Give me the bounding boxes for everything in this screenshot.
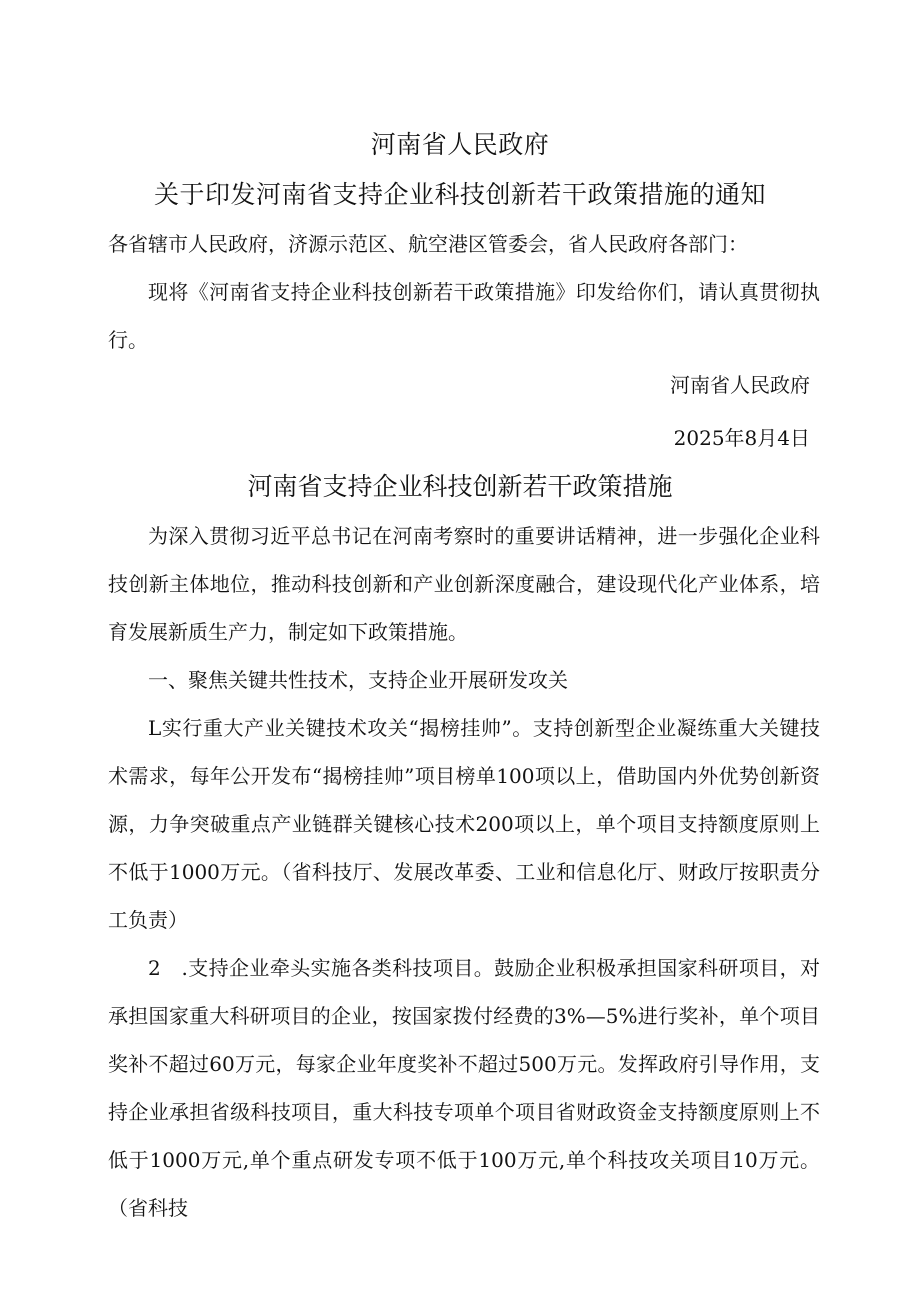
notice-title: 关于印发河南省支持企业科技创新若干政策措施的通知	[153, 180, 766, 209]
policy-item-1: L实行重大产业关键技术攻关“揭榜挂帅”。支持创新型企业凝练重大关键技术需求，每年公开发布“揭榜挂帅”项目榜单100项以上，借助国内外优势创新资源，力争突破重点产业链群关键核心技术200项以上，单个项目支持额度原则上不低于1000万元。（省科技厅、发展改革委、工业和信息化厅、财政厅按职责分工负责）	[108, 716, 820, 932]
issuer-title: 河南省人民政府	[370, 130, 550, 159]
signature: 河南省人民政府	[670, 373, 810, 397]
notice-body: 现将《河南省支持企业科技创新若干政策措施》印发给你们，请认真贯彻执行。	[108, 280, 820, 352]
issue-date: 2025年8月4日	[673, 426, 810, 450]
policy-item-2: 2 .支持企业牵头实施各类科技项目。鼓励企业积极承担国家科研项目，对承担国家重大科研项目的企业，按国家拨付经费的3%—5%进行奖补，单个项目奖补不超过60万元，每家企业年度奖补不超过500万元。发挥政府引导作用，支持企业承担省级科技项目，重大科技专项单个项目省财政资金支持额度原则上不低于1000万元,单个重点研发专项不低于100万元,单个科技攻关项目10万元。（省科技	[108, 956, 820, 1220]
policy-intro: 为深入贯彻习近平总书记在河南考察时的重要讲话精神，进一步强化企业科技创新主体地位，推动科技创新和产业创新深度融合，建设现代化产业体系，培育发展新质生产力，制定如下政策措施。	[108, 524, 820, 644]
recipients-line: 各省辖市人民政府，济源示范区、航空港区管委会，省人民政府各部门：	[108, 232, 748, 256]
policy-title: 河南省支持企业科技创新若干政策措施	[247, 472, 673, 501]
section1-heading: 一、聚焦关键共性技术，支持企业开展研发攻关	[148, 668, 568, 692]
